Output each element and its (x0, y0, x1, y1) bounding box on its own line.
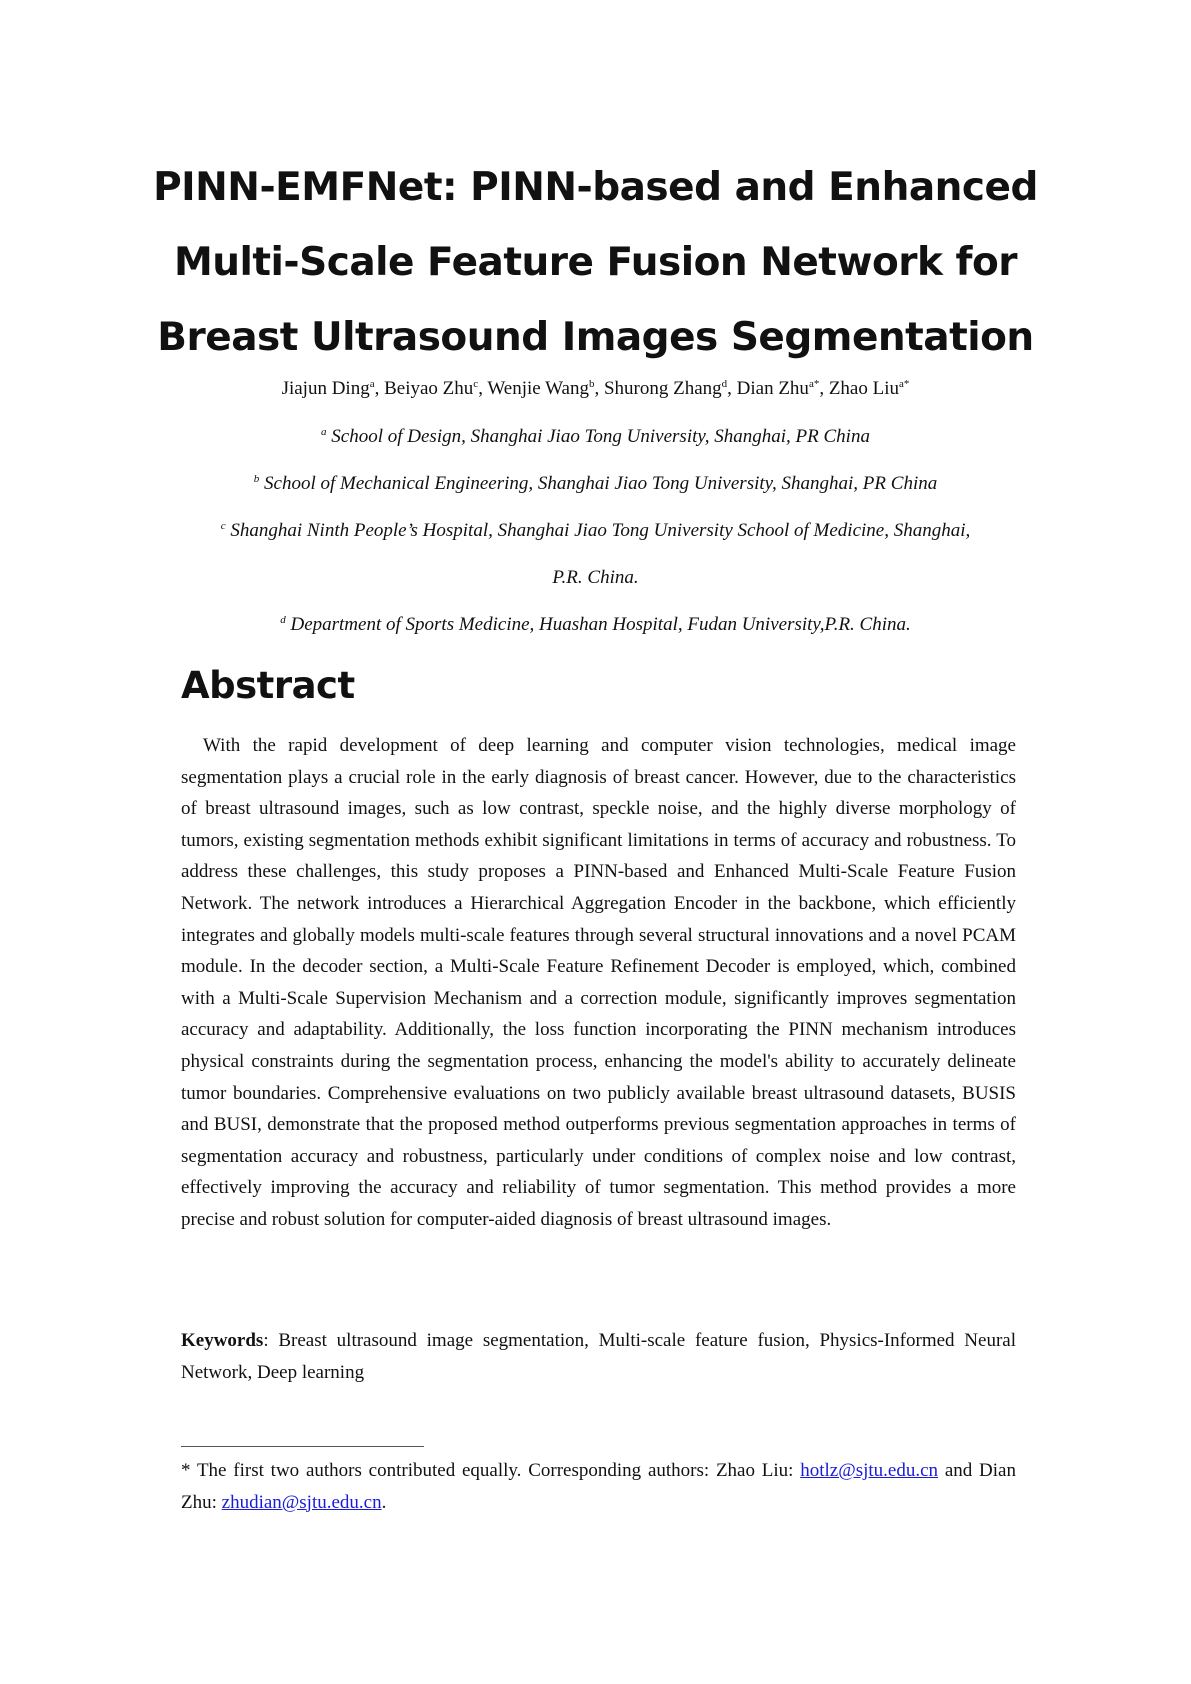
author-affiliation-mark: a* (808, 378, 820, 390)
abstract-heading: Abstract (181, 664, 355, 707)
author-name: Beiyao Zhu (384, 378, 474, 399)
affiliation-d (150, 614, 1041, 636)
affiliation-text: School of Design, Shanghai Jiao Tong University, Shanghai, PR China (326, 426, 870, 447)
affiliation-c (100, 520, 1091, 542)
affiliation-mark: a (321, 426, 327, 438)
keywords (181, 1325, 1016, 1388)
footnote-text: and Dian Zhu: (181, 1460, 1016, 1513)
author-affiliation-mark: b (588, 378, 595, 390)
author-name: Jiajun Ding (281, 378, 370, 399)
author-separator: , (478, 378, 488, 399)
affiliation-text: Department of Sports Medicine, Huashan Hospital, Fudan University,P.R. China. (285, 614, 911, 635)
footnote-text: * The first two authors contributed equally. Corresponding authors: Zhao Liu: (181, 1460, 801, 1481)
keywords-text: : Breast ultrasound image segmentation, Multi-scale feature fusion, Physics-Informed Neural Network, Deep learning (181, 1330, 1016, 1383)
author-separator: , (594, 378, 604, 399)
author-separator: , (727, 378, 737, 399)
affiliation-a (150, 426, 1041, 448)
author-separator: , (819, 378, 829, 399)
author-name: Wenjie Wang (487, 378, 589, 399)
author-separator: , (374, 378, 385, 399)
title-line-1: PINN-EMFNet: PINN-based and Enhanced (153, 165, 1038, 210)
footnote-divider (181, 1446, 424, 1447)
abstract-body: With the rapid development of deep learning and computer vision technologies, medical image segmentation plays a crucial role in the early diagnosis of breast cancer. However, due to the characteristics of breast ultrasound images, such as low contrast, speckle noise, and the highly diverse morphology of tumors, existing segmentation methods exhibit significant limitations in terms of accuracy and robustness. To address these challenges, this study proposes a PINN-based and Enhanced Multi-Scale Feature Fusion Network. The network introduces a Hierarchical Aggregation Encoder in the backbone, which efficiently integrates and globally models multi-scale features through several structural innovations and a novel PCAM module. In the decoder section, a Multi-Scale Feature Refinement Decoder is employed, which, combined with a Multi-Scale Supervision Mechanism and a correction module, significantly improves segmentation accuracy and adaptability. Additionally, the loss function incorporating the PINN mechanism introduces physical constraints during the segmentation process, enhancing the model's ability to accurately delineate tumor boundaries. Comprehensive evaluations on two publicly available breast ultrasound datasets, BUSIS and BUSI, demonstrate that the proposed method outperforms previous segmentation approaches in terms of segmentation accuracy and robustness, particularly under conditions of complex noise and low contrast, effectively improving the accuracy and reliability of tumor segmentation. This method provides a more precise and robust solution for computer-aided diagnosis of breast ultrasound images. (181, 735, 1016, 1230)
affiliation-c-continued (150, 567, 1041, 589)
author-list (100, 378, 1091, 400)
title-line-3: Breast Ultrasound Images Segmentation (157, 315, 1034, 360)
author-affiliation-mark: a* (899, 378, 910, 390)
affiliation-text: P.R. China. (552, 567, 639, 588)
footnote (181, 1455, 1016, 1518)
author-affiliation-mark: d (721, 378, 728, 390)
affiliation-mark: c (220, 520, 226, 532)
title-line-2: Multi-Scale Feature Fusion Network for (173, 240, 1018, 285)
email-link-dian-zhu[interactable]: zhudian@sjtu.edu.cn (221, 1491, 382, 1513)
author-affiliation-mark: c (473, 378, 479, 390)
keywords-label: Keywords (181, 1330, 264, 1351)
affiliation-text: School of Mechanical Engineering, Shanghai Jiao Tong University, Shanghai, PR China (259, 473, 938, 494)
paper-title (100, 150, 1091, 375)
email-link-zhao-liu[interactable]: hotlz@sjtu.edu.cn (800, 1460, 939, 1481)
affiliation-mark: b (253, 473, 260, 485)
author-name: Shurong Zhang (603, 378, 722, 399)
author-name: Zhao Liu (828, 378, 900, 399)
footnote-text: . (381, 1491, 387, 1513)
affiliation-mark: d (280, 614, 286, 626)
affiliation-b (150, 473, 1041, 495)
author-affiliation-mark: a (369, 378, 375, 390)
author-name: Dian Zhu (736, 378, 809, 399)
affiliation-text: Shanghai Ninth People’s Hospital, Shanghai Jiao Tong University School of Medicine, Shanghai, (225, 520, 971, 541)
